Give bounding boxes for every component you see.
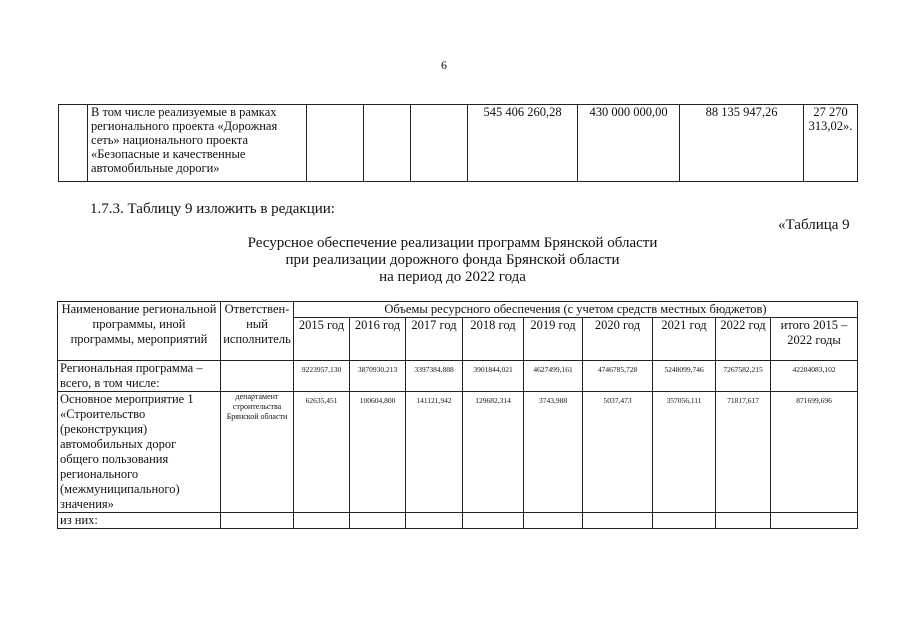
- value-cell: 5248099,746: [664, 365, 704, 374]
- header-responsible: Ответствен- ный исполнитель: [221, 302, 294, 361]
- value-cell: 129682,314: [475, 396, 511, 405]
- table-cell: [59, 105, 88, 182]
- value-cell: 4627499,161: [533, 365, 573, 374]
- value-cell: [524, 513, 583, 529]
- table-cell: [411, 105, 468, 182]
- value-cell: 71817,617: [727, 396, 759, 405]
- page-number: 6: [441, 58, 447, 72]
- value-cell: 3397384,888: [414, 365, 454, 374]
- header-year: 2022 год: [716, 318, 771, 361]
- value-cell: [653, 513, 716, 529]
- table-cell: [364, 105, 411, 182]
- table-header-row: [58, 302, 858, 318]
- value-cell: 62635,451: [305, 396, 338, 405]
- value-cell: 871699,696: [796, 396, 832, 405]
- value-cell: 545 406 260,28: [468, 105, 578, 182]
- value-cell: [583, 513, 653, 529]
- value-cell: [716, 513, 771, 529]
- table-row: [59, 105, 858, 182]
- table-label: «Таблица 9: [778, 217, 850, 233]
- value-cell: [771, 513, 858, 529]
- header-year: 2020 год: [583, 318, 653, 361]
- header-year: 2021 год: [653, 318, 716, 361]
- resource-table: [57, 301, 858, 529]
- value-cell: [463, 513, 524, 529]
- header-year: 2015 год: [294, 318, 350, 361]
- value-cell: 357056,111: [666, 396, 702, 405]
- table-cell: [307, 105, 364, 182]
- value-cell: [406, 513, 463, 529]
- table-heading-line: при реализации дорожного фонда Брянской области: [285, 252, 620, 268]
- value-cell: 5037,473: [603, 396, 632, 405]
- value-cell: 42284083,102: [792, 365, 836, 374]
- table-row: [58, 392, 858, 513]
- value-cell: [350, 513, 406, 529]
- value-cell: 3870930,213: [357, 365, 398, 374]
- value-cell: 4746785,728: [597, 365, 638, 374]
- continuation-table: [58, 104, 858, 182]
- value-cell: 88 135 947,26: [680, 105, 804, 182]
- header-year: 2017 год: [406, 318, 463, 361]
- row-name: Основное мероприятие 1 «Строительство (реконструкция) автомобильных дорог общего пользования регионального (межмуниципального) значения»: [58, 392, 221, 513]
- value-cell: 3743,988: [538, 396, 568, 405]
- table-row: [58, 513, 858, 529]
- value-cell: 27 270 313,02».: [804, 105, 858, 182]
- value-cell: 9223957,130: [301, 365, 342, 374]
- header-year: 2016 год: [350, 318, 406, 361]
- paragraph: 1.7.3. Таблицу 9 изложить в редакции:: [90, 201, 335, 217]
- row-responsible: департамент строительства Брянской области: [221, 392, 294, 513]
- value-cell: 141121,942: [416, 396, 452, 405]
- row-description: В том числе реализуемые в рамках регионального проекта «Дорожная сеть» национального проекта «Безопасные и качественные автомобильные дороги»: [88, 105, 307, 182]
- value-cell: [294, 513, 350, 529]
- value-cell: 3901844,021: [473, 365, 513, 374]
- header-name: Наименование региональной программы, иной программы, мероприятий: [58, 302, 221, 361]
- table-heading-line: Ресурсное обеспечение реализации программ Брянской области: [247, 235, 658, 251]
- value-cell: 7267582,215: [723, 365, 763, 374]
- value-cell: 100604,800: [359, 396, 396, 405]
- row-name: из них:: [58, 513, 221, 529]
- header-year: 2018 год: [463, 318, 524, 361]
- row-responsible: [221, 361, 294, 392]
- header-year: 2019 год: [524, 318, 583, 361]
- value-cell: 430 000 000,00: [578, 105, 680, 182]
- row-responsible: [221, 513, 294, 529]
- table-row: [58, 361, 858, 392]
- header-volumes: Объемы ресурсного обеспечения (с учетом средств местных бюджетов): [294, 302, 858, 318]
- header-total: итого 2015 – 2022 годы: [771, 318, 858, 361]
- row-name: Региональная программа – всего, в том числе:: [58, 361, 221, 392]
- table-heading-line: на период до 2022 года: [379, 269, 526, 285]
